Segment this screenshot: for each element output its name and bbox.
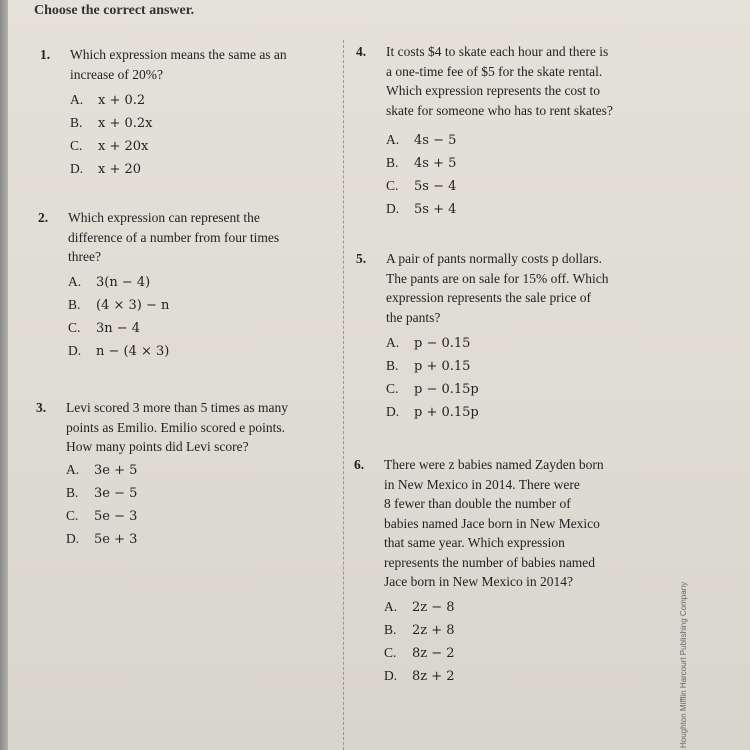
question-line: Levi scored 3 more than 5 times as many — [66, 400, 288, 415]
copyright-text: Houghton Mifflin Harcourt Publishing Company — [679, 581, 688, 748]
option-expression: x + 0.2 — [98, 93, 146, 108]
question-number: 5. — [356, 251, 367, 266]
option-letter: A. — [386, 132, 400, 147]
option-c[interactable] — [68, 318, 169, 341]
option-expression: 3e − 5 — [94, 486, 138, 501]
option-d[interactable] — [386, 199, 456, 222]
question-line: that same year. Which expression — [384, 535, 565, 550]
option-letter: C. — [66, 508, 79, 523]
option-letter: C. — [70, 138, 83, 153]
option-letter: D. — [386, 201, 400, 216]
question-number: 6. — [354, 457, 365, 472]
question-line: points as Emilio. Emilio scored e points. — [66, 419, 285, 435]
option-expression: 4s − 5 — [414, 133, 457, 148]
column-divider — [343, 40, 345, 750]
question-line: skate for someone who has to rent skates? — [386, 102, 613, 118]
option-letter: A. — [384, 599, 398, 614]
option-letter: B. — [384, 622, 397, 637]
option-expression: 5s − 4 — [414, 179, 457, 194]
option-expression: p + 0.15 — [414, 359, 471, 374]
option-b[interactable] — [386, 356, 479, 379]
option-a[interactable] — [66, 460, 137, 483]
option-expression: 8z − 2 — [412, 646, 455, 661]
question-line: How many points did Levi score? — [66, 439, 249, 454]
instructions-heading: Choose the correct answer. — [34, 3, 195, 18]
question-line: difference of a number from four times — [68, 229, 280, 245]
question-line: There were z babies named Zayden born — [384, 457, 604, 472]
question-text — [68, 208, 279, 267]
option-letter: B. — [386, 155, 399, 170]
option-expression: 4s + 5 — [414, 156, 457, 171]
option-d[interactable] — [386, 402, 479, 425]
answer-options — [384, 597, 455, 689]
question-line: a one-time fee of $5 for the skate rental. — [386, 63, 603, 79]
option-expression: p + 0.15p — [414, 405, 479, 420]
question-line: Which expression represents the cost to — [386, 83, 601, 98]
option-letter: A. — [68, 274, 82, 289]
question-number: 3. — [36, 400, 47, 415]
option-expression: (4 × 3) − n — [96, 298, 170, 313]
option-expression: p − 0.15 — [414, 336, 471, 351]
question-text — [386, 42, 613, 120]
question-text — [70, 45, 287, 84]
option-c[interactable] — [66, 506, 137, 529]
option-a[interactable] — [384, 597, 455, 620]
question-number: 1. — [40, 47, 51, 62]
option-letter: D. — [386, 404, 400, 419]
option-letter: A. — [386, 335, 400, 350]
answer-options — [70, 90, 153, 182]
option-c[interactable] — [386, 176, 456, 199]
option-b[interactable] — [70, 113, 153, 136]
option-expression: 5e − 3 — [94, 509, 138, 524]
option-letter: B. — [386, 358, 399, 373]
question-line: Jace born in New Mexico in 2014? — [384, 574, 573, 589]
question-line: The pants are on sale for 15% off. Which — [386, 270, 609, 286]
answer-options — [68, 272, 169, 364]
question-line: Which expression means the same as an — [70, 47, 287, 62]
option-letter: C. — [386, 178, 399, 193]
question-line: 8 fewer than double the number of — [384, 496, 571, 511]
option-expression: x + 20x — [98, 139, 149, 154]
option-expression: 2z + 8 — [412, 623, 455, 638]
question-line: three? — [68, 249, 101, 264]
option-d[interactable] — [66, 529, 137, 552]
option-expression: 5s + 4 — [414, 202, 457, 217]
question-number: 4. — [356, 44, 367, 59]
option-expression: p − 0.15p — [414, 382, 479, 397]
question-line: increase of 20%? — [70, 66, 163, 82]
answer-options — [66, 460, 137, 552]
question-line: represents the number of babies named — [384, 554, 596, 570]
option-expression: 3(n − 4) — [96, 275, 151, 290]
option-c[interactable] — [70, 136, 153, 159]
copyright-notice — [665, 560, 688, 750]
option-expression: 2z − 8 — [412, 600, 455, 615]
option-c[interactable] — [384, 643, 455, 666]
answer-options — [386, 333, 479, 425]
question-number: 2. — [38, 210, 49, 225]
option-letter: C. — [68, 320, 81, 335]
question-text — [384, 455, 604, 592]
option-expression: 8z + 2 — [412, 669, 455, 684]
option-b[interactable] — [386, 153, 456, 176]
option-d[interactable] — [70, 159, 153, 182]
option-letter: C. — [384, 645, 397, 660]
option-letter: A. — [70, 92, 84, 107]
option-expression: 3n − 4 — [96, 321, 141, 336]
question-text — [386, 249, 609, 327]
option-b[interactable] — [66, 483, 137, 506]
question-line: babies named Jace born in New Mexico — [384, 515, 600, 531]
question-line: expression represents the sale price of — [386, 290, 592, 305]
option-b[interactable] — [68, 295, 169, 318]
option-c[interactable] — [386, 379, 479, 402]
option-letter: D. — [384, 668, 398, 683]
question-line: the pants? — [386, 309, 441, 325]
option-b[interactable] — [384, 620, 455, 643]
option-letter: D. — [68, 343, 82, 358]
option-expression: n − (4 × 3) — [96, 344, 170, 359]
option-expression: x + 20 — [98, 162, 142, 177]
option-expression: 3e + 5 — [94, 463, 138, 478]
question-line: It costs $4 to skate each hour and there is — [386, 44, 609, 59]
question-line: A pair of pants normally costs p dollars. — [386, 251, 602, 266]
option-letter: C. — [386, 381, 399, 396]
question-text — [66, 398, 288, 457]
option-a[interactable] — [386, 333, 479, 356]
question-line: Which expression can represent the — [68, 210, 260, 225]
page-edge-shadow — [0, 0, 8, 750]
option-expression: 5e + 3 — [94, 532, 138, 547]
option-letter: B. — [70, 115, 83, 130]
option-expression: x + 0.2x — [98, 116, 153, 131]
option-letter: B. — [68, 297, 81, 312]
option-a[interactable] — [70, 90, 153, 113]
option-letter: B. — [66, 485, 79, 500]
question-line: in New Mexico in 2014. There were — [384, 476, 580, 492]
option-letter: A. — [66, 462, 80, 477]
option-d[interactable] — [384, 666, 455, 689]
option-letter: D. — [66, 531, 80, 546]
option-a[interactable] — [68, 272, 169, 295]
option-letter: D. — [70, 161, 84, 176]
option-a[interactable] — [386, 130, 456, 153]
option-d[interactable] — [68, 341, 169, 364]
answer-options — [386, 130, 456, 222]
